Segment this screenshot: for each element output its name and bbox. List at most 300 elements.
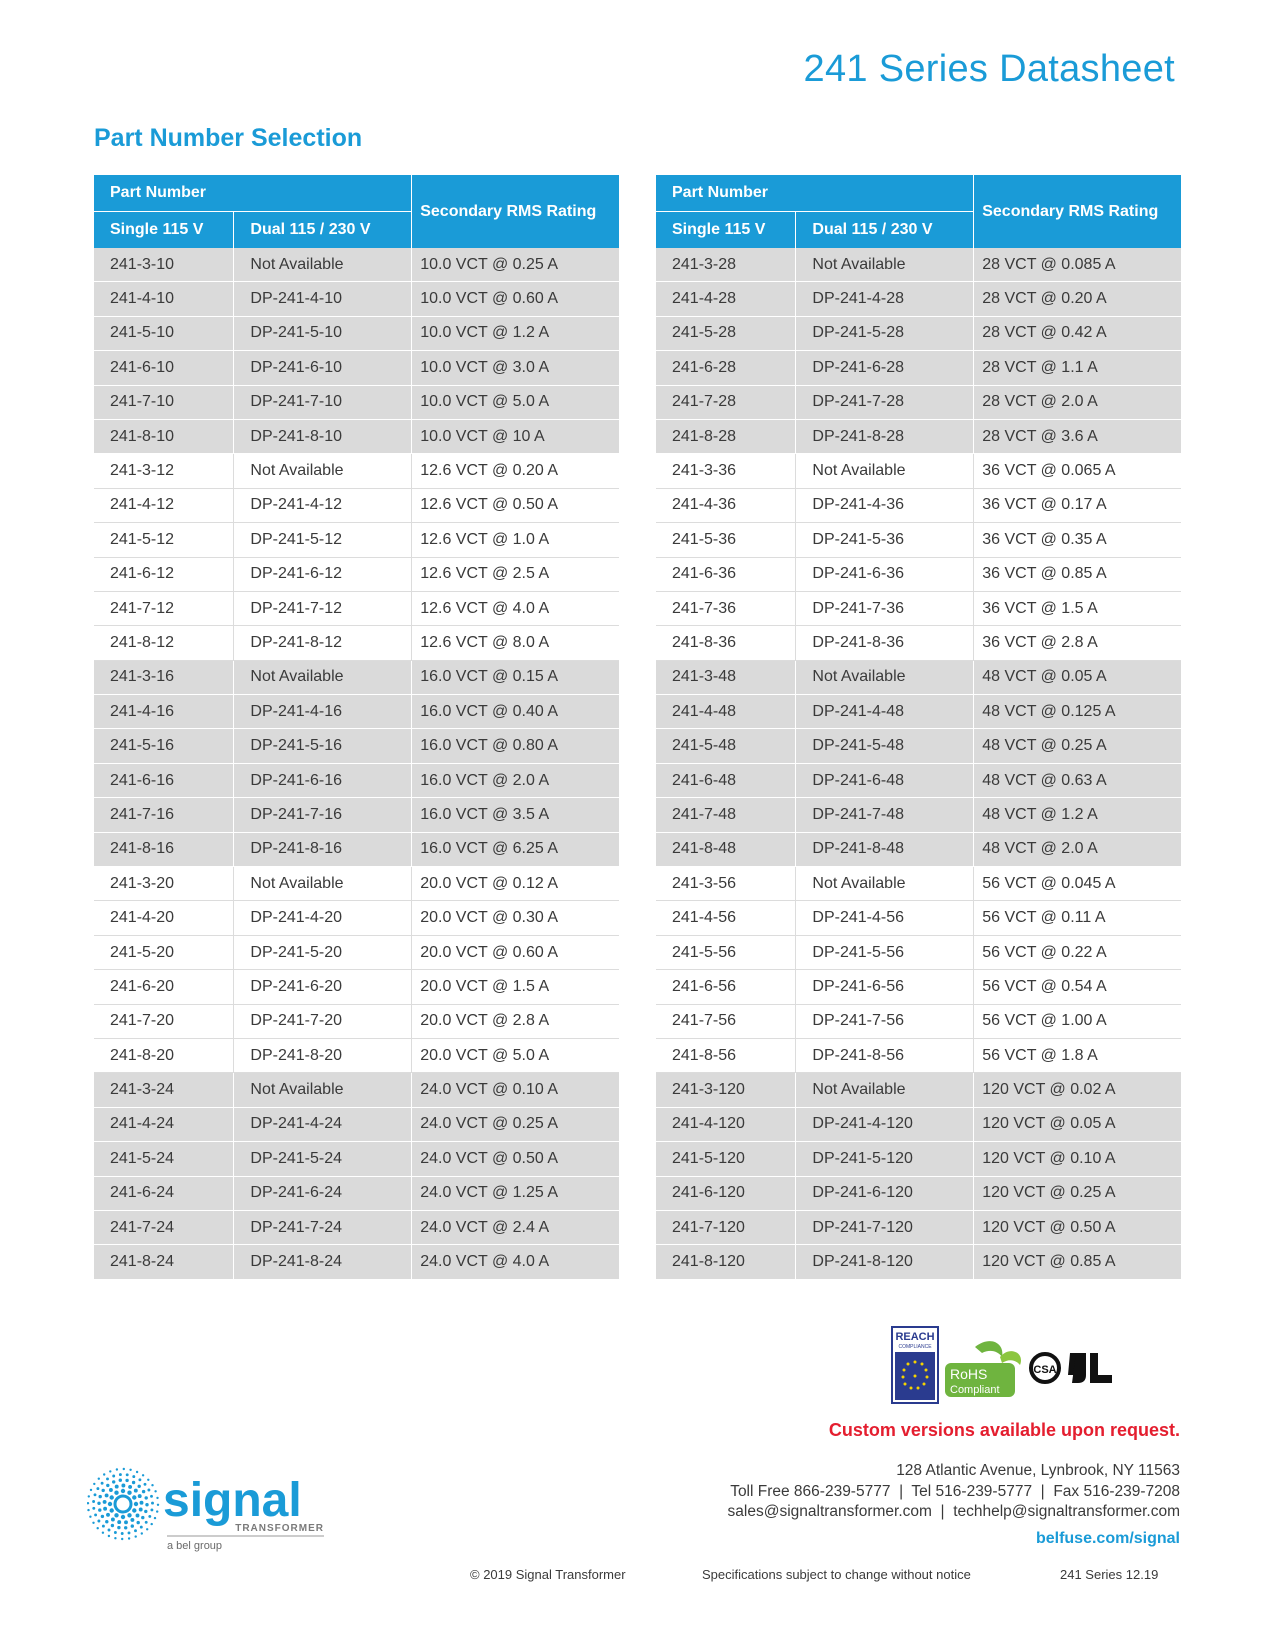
cell-dual: Not Available	[234, 248, 412, 282]
table-row	[94, 1107, 619, 1141]
logo-dot	[154, 1517, 156, 1519]
cell-dual: DP-241-6-120	[796, 1176, 974, 1210]
table-row	[656, 488, 1181, 522]
logo-burst-icon	[87, 1468, 159, 1540]
cell-rating: 56 VCT @ 1.8 A	[974, 1038, 1181, 1072]
cell-dual: DP-241-5-36	[796, 523, 974, 557]
logo-dot	[108, 1535, 110, 1537]
cell-rating: 10.0 VCT @ 10 A	[412, 419, 619, 453]
logo-dot	[89, 1516, 91, 1518]
cell-single: 241-6-48	[656, 763, 796, 797]
table-row	[656, 935, 1181, 969]
cell-rating: 28 VCT @ 3.6 A	[974, 419, 1181, 453]
cell-dual: Not Available	[234, 454, 412, 488]
table-row	[94, 316, 619, 350]
logo-dot	[112, 1480, 115, 1483]
table-row	[94, 557, 619, 591]
cell-rating: 56 VCT @ 0.11 A	[974, 901, 1181, 935]
logo-dot	[150, 1508, 153, 1511]
table-row	[94, 1245, 619, 1279]
table-row	[656, 419, 1181, 453]
cell-dual: DP-241-8-12	[234, 626, 412, 660]
logo-dot	[147, 1489, 150, 1492]
cell-dual: DP-241-6-20	[234, 970, 412, 1004]
header-single: Single 115 V	[94, 212, 234, 249]
cell-rating: 48 VCT @ 0.125 A	[974, 695, 1181, 729]
cell-dual: DP-241-5-16	[234, 729, 412, 763]
logo-dot	[141, 1532, 143, 1534]
cell-single: 241-4-24	[94, 1107, 234, 1141]
cell-single: 241-3-36	[656, 454, 796, 488]
logo-dot	[97, 1520, 100, 1523]
table-row	[94, 763, 619, 797]
logo-dot	[124, 1526, 127, 1529]
cell-dual: DP-241-8-36	[796, 626, 974, 660]
cell-dual: DP-241-4-48	[796, 695, 974, 729]
cell-single: 241-8-28	[656, 419, 796, 453]
logo-dot	[114, 1491, 118, 1495]
cell-dual: DP-241-8-28	[796, 419, 974, 453]
cell-single: 241-5-36	[656, 523, 796, 557]
header-rms-rating: Secondary RMS Rating	[412, 175, 619, 248]
table-row	[94, 660, 619, 694]
logo-dot	[93, 1483, 95, 1485]
part-table-right	[656, 175, 1181, 1280]
logo-dot	[145, 1496, 148, 1499]
cell-rating: 36 VCT @ 0.35 A	[974, 523, 1181, 557]
cell-single: 241-8-12	[94, 626, 234, 660]
website-link[interactable]: belfuse.com/signal	[1035, 1530, 1180, 1547]
table-row	[656, 867, 1181, 901]
cell-rating: 20.0 VCT @ 1.5 A	[412, 970, 619, 1004]
table-row	[656, 454, 1181, 488]
cell-single: 241-5-56	[656, 935, 796, 969]
cell-single: 241-6-16	[94, 763, 234, 797]
table-row	[656, 282, 1181, 316]
cell-single: 241-6-12	[94, 557, 234, 591]
logo-dot	[128, 1531, 131, 1534]
cell-single: 241-7-36	[656, 591, 796, 625]
logo-dot	[108, 1502, 112, 1506]
cell-single: 241-4-10	[94, 282, 234, 316]
logo-dot	[87, 1509, 89, 1511]
cell-single: 241-5-10	[94, 316, 234, 350]
cell-rating: 36 VCT @ 0.17 A	[974, 488, 1181, 522]
logo-dot	[106, 1484, 109, 1487]
cell-dual: DP-241-5-24	[234, 1142, 412, 1176]
cell-rating: 12.6 VCT @ 4.0 A	[412, 591, 619, 625]
cell-rating: 48 VCT @ 0.25 A	[974, 729, 1181, 763]
cell-rating: 56 VCT @ 1.00 A	[974, 1004, 1181, 1038]
cell-rating: 24.0 VCT @ 1.25 A	[412, 1176, 619, 1210]
logo-dot	[121, 1532, 124, 1535]
logo-dot	[145, 1521, 148, 1524]
logo-dot	[140, 1501, 144, 1505]
logo-dot	[138, 1485, 141, 1488]
cell-dual: DP-241-4-24	[234, 1107, 412, 1141]
header-dual: Dual 115 / 230 V	[234, 212, 412, 249]
table-row	[94, 523, 619, 557]
table-row	[94, 695, 619, 729]
cell-rating: 16.0 VCT @ 0.15 A	[412, 660, 619, 694]
logo-dot	[142, 1490, 145, 1493]
cell-rating: 20.0 VCT @ 5.0 A	[412, 1038, 619, 1072]
cell-dual: DP-241-8-48	[796, 832, 974, 866]
footer-revision: 241 Series 12.19	[1060, 1567, 1159, 1582]
logo-dot	[132, 1508, 136, 1512]
table-row	[656, 1107, 1181, 1141]
cell-single: 241-8-48	[656, 832, 796, 866]
table-row	[656, 763, 1181, 797]
cell-rating: 12.6 VCT @ 0.20 A	[412, 454, 619, 488]
logo-dot	[90, 1489, 92, 1491]
certification-logos	[890, 1325, 1180, 1405]
logo-dot	[127, 1491, 131, 1495]
email-addresses: sales@signaltransformer.com | techhelp@signaltransformer.com	[727, 1503, 1180, 1520]
logo-dot	[156, 1510, 158, 1512]
rohs-label: RoHS	[950, 1366, 988, 1382]
logo-dot	[121, 1484, 125, 1488]
logo-dot	[136, 1514, 140, 1518]
cell-single: 241-3-20	[94, 867, 234, 901]
cell-rating: 48 VCT @ 0.05 A	[974, 660, 1181, 694]
cell-single: 241-6-36	[656, 557, 796, 591]
logo-dot	[119, 1479, 122, 1482]
table-row	[94, 488, 619, 522]
cell-rating: 16.0 VCT @ 2.0 A	[412, 763, 619, 797]
cell-dual: DP-241-7-12	[234, 591, 412, 625]
table-row	[94, 248, 619, 282]
cell-dual: DP-241-7-56	[796, 1004, 974, 1038]
cell-dual: DP-241-7-24	[234, 1210, 412, 1244]
logo-dot	[156, 1497, 158, 1499]
cell-single: 241-5-20	[94, 935, 234, 969]
cell-dual: DP-241-4-20	[234, 901, 412, 935]
logo-dot	[130, 1518, 134, 1522]
cell-dual: DP-241-7-28	[796, 385, 974, 419]
logo-dot	[102, 1532, 104, 1534]
logo-dot	[96, 1487, 99, 1490]
cell-single: 241-7-12	[94, 591, 234, 625]
cell-single: 241-5-28	[656, 316, 796, 350]
cell-rating: 16.0 VCT @ 0.40 A	[412, 695, 619, 729]
cell-rating: 36 VCT @ 0.065 A	[974, 454, 1181, 488]
cell-dual: DP-241-4-12	[234, 488, 412, 522]
logo-dot	[146, 1528, 148, 1530]
logo-dot	[111, 1524, 114, 1527]
logo-dot	[117, 1520, 121, 1524]
cell-single: 241-3-10	[94, 248, 234, 282]
cell-single: 241-6-24	[94, 1176, 234, 1210]
cell-single: 241-6-120	[656, 1176, 796, 1210]
cell-single: 241-5-12	[94, 523, 234, 557]
cell-dual: DP-241-7-16	[234, 798, 412, 832]
cell-rating: 120 VCT @ 0.05 A	[974, 1107, 1181, 1141]
cell-single: 241-6-56	[656, 970, 796, 1004]
footer-copyright: © 2019 Signal Transformer	[470, 1567, 626, 1582]
table-row	[94, 1073, 619, 1107]
table-row	[656, 901, 1181, 935]
cell-rating: 10.0 VCT @ 0.60 A	[412, 282, 619, 316]
table-row	[94, 970, 619, 1004]
cell-rating: 10.0 VCT @ 0.25 A	[412, 248, 619, 282]
table-row	[94, 1176, 619, 1210]
cell-rating: 16.0 VCT @ 3.5 A	[412, 798, 619, 832]
logo-dot	[109, 1470, 111, 1472]
cell-single: 241-5-120	[656, 1142, 796, 1176]
logo-dot	[117, 1526, 120, 1529]
logo-dot	[94, 1493, 97, 1496]
cell-dual: DP-241-5-120	[796, 1142, 974, 1176]
cell-dual: DP-241-4-36	[796, 488, 974, 522]
cell-rating: 48 VCT @ 2.0 A	[974, 832, 1181, 866]
logo-sub: TRANSFORMER	[235, 1523, 324, 1534]
table-row	[656, 970, 1181, 1004]
logo-dot	[115, 1485, 119, 1489]
cell-rating: 12.6 VCT @ 1.0 A	[412, 523, 619, 557]
cell-rating: 36 VCT @ 1.5 A	[974, 591, 1181, 625]
logo-dot	[121, 1489, 125, 1493]
cell-dual: DP-241-8-24	[234, 1245, 412, 1279]
cell-rating: 20.0 VCT @ 0.60 A	[412, 935, 619, 969]
cell-dual: DP-241-6-24	[234, 1176, 412, 1210]
footer-disclaimer: Specifications subject to change without notice	[702, 1567, 971, 1582]
cell-dual: Not Available	[796, 660, 974, 694]
cell-single: 241-5-48	[656, 729, 796, 763]
cell-single: 241-3-48	[656, 660, 796, 694]
cell-single: 241-5-24	[94, 1142, 234, 1176]
table-row	[656, 1176, 1181, 1210]
cell-dual: DP-241-7-48	[796, 798, 974, 832]
logo-dot	[108, 1529, 111, 1532]
table-row	[94, 901, 619, 935]
header-part-number: Part Number	[94, 175, 412, 212]
cell-dual: DP-241-5-28	[796, 316, 974, 350]
cell-single: 241-7-24	[94, 1210, 234, 1244]
cell-single: 241-5-16	[94, 729, 234, 763]
table-row	[94, 351, 619, 385]
cell-rating: 20.0 VCT @ 0.30 A	[412, 901, 619, 935]
logo-dot	[94, 1513, 97, 1516]
csa-label: CSA	[1033, 1364, 1057, 1376]
cell-single: 241-8-120	[656, 1245, 796, 1279]
table-row	[94, 1004, 619, 1038]
logo-dot	[131, 1524, 134, 1527]
logo-dot	[102, 1525, 105, 1528]
logo-dot	[128, 1537, 130, 1539]
logo-dot	[114, 1513, 118, 1517]
cell-dual: DP-241-7-36	[796, 591, 974, 625]
cell-single: 241-4-48	[656, 695, 796, 729]
table-row	[656, 729, 1181, 763]
logo-dot	[148, 1515, 151, 1518]
table-row	[94, 832, 619, 866]
logo-dot	[121, 1515, 125, 1519]
cell-rating: 48 VCT @ 0.63 A	[974, 763, 1181, 797]
cell-dual: DP-241-5-10	[234, 316, 412, 350]
table-row	[656, 351, 1181, 385]
logo-dot	[150, 1495, 153, 1498]
table-row	[94, 1142, 619, 1176]
cell-dual: Not Available	[234, 1073, 412, 1107]
cell-dual: DP-241-4-16	[234, 695, 412, 729]
cell-single: 241-7-48	[656, 798, 796, 832]
table-row	[94, 798, 619, 832]
logo-dot	[98, 1478, 100, 1480]
cell-rating: 120 VCT @ 0.50 A	[974, 1210, 1181, 1244]
table-row	[94, 729, 619, 763]
cell-dual: DP-241-6-12	[234, 557, 412, 591]
cell-single: 241-8-10	[94, 419, 234, 453]
document-title: 241 Series Datasheet	[803, 48, 1175, 90]
cell-single: 241-3-24	[94, 1073, 234, 1107]
logo-dot	[141, 1516, 144, 1519]
logo-dot	[134, 1489, 138, 1493]
cell-dual: DP-241-6-36	[796, 557, 974, 591]
logo-dot	[138, 1478, 141, 1481]
logo-dot	[109, 1488, 113, 1492]
table-row	[656, 557, 1181, 591]
cell-rating: 10.0 VCT @ 5.0 A	[412, 385, 619, 419]
rohs-sub: Compliant	[950, 1384, 1000, 1396]
logo-dot	[137, 1521, 140, 1524]
cell-single: 241-4-16	[94, 695, 234, 729]
cell-rating: 20.0 VCT @ 0.12 A	[412, 867, 619, 901]
logo-dot	[138, 1494, 142, 1498]
cell-single: 241-3-120	[656, 1073, 796, 1107]
logo-dot	[151, 1523, 153, 1525]
cell-dual: DP-241-5-12	[234, 523, 412, 557]
logo-dot	[92, 1500, 95, 1503]
cell-single: 241-4-36	[656, 488, 796, 522]
cell-dual: Not Available	[796, 1073, 974, 1107]
cell-rating: 56 VCT @ 0.22 A	[974, 935, 1181, 969]
logo-brand: signal	[163, 1474, 302, 1527]
logo-dot	[111, 1518, 115, 1522]
cell-single: 241-7-120	[656, 1210, 796, 1244]
table-row	[94, 626, 619, 660]
cell-dual: DP-241-8-56	[796, 1038, 974, 1072]
header-single: Single 115 V	[656, 212, 796, 249]
signal-logo	[87, 1466, 337, 1556]
table-row	[94, 419, 619, 453]
logo-dot	[97, 1502, 100, 1505]
cell-rating: 16.0 VCT @ 6.25 A	[412, 832, 619, 866]
logo-dot	[97, 1527, 99, 1529]
cell-rating: 120 VCT @ 0.02 A	[974, 1073, 1181, 1107]
header-rms-rating: Secondary RMS Rating	[974, 175, 1181, 248]
cell-single: 241-6-20	[94, 970, 234, 1004]
cell-rating: 28 VCT @ 0.20 A	[974, 282, 1181, 316]
cell-single: 241-4-56	[656, 901, 796, 935]
logo-dot	[105, 1520, 108, 1523]
logo-dot	[103, 1507, 107, 1511]
logo-dot	[124, 1520, 128, 1524]
logo-dot	[144, 1510, 147, 1513]
logo-dot	[151, 1484, 153, 1486]
logo-dot	[128, 1485, 132, 1489]
table-row	[656, 832, 1181, 866]
cell-rating: 24.0 VCT @ 4.0 A	[412, 1245, 619, 1279]
cell-rating: 28 VCT @ 2.0 A	[974, 385, 1181, 419]
cell-single: 241-6-28	[656, 351, 796, 385]
header-dual: Dual 115 / 230 V	[796, 212, 974, 249]
logo-dot	[102, 1489, 105, 1492]
cell-rating: 16.0 VCT @ 0.80 A	[412, 729, 619, 763]
cell-single: 241-6-10	[94, 351, 234, 385]
cell-dual: DP-241-6-48	[796, 763, 974, 797]
logo-dot	[121, 1538, 123, 1540]
cell-single: 241-8-56	[656, 1038, 796, 1072]
cell-dual: DP-241-7-10	[234, 385, 412, 419]
cell-single: 241-4-28	[656, 282, 796, 316]
cell-single: 241-4-12	[94, 488, 234, 522]
logo-dot	[87, 1502, 89, 1504]
cell-dual: DP-241-4-10	[234, 282, 412, 316]
cell-dual: DP-241-7-120	[796, 1210, 974, 1244]
logo-dot	[144, 1483, 147, 1486]
cell-dual: Not Available	[234, 660, 412, 694]
logo-dot	[134, 1529, 137, 1532]
cell-dual: DP-241-6-10	[234, 351, 412, 385]
logo-dot	[139, 1508, 143, 1512]
header-part-number: Part Number	[656, 175, 974, 212]
phone-numbers: Toll Free 866-239-5777 | Tel 516-239-5777 | Fax 516-239-7208	[730, 1482, 1180, 1500]
table-row	[656, 1038, 1181, 1072]
logo-dot	[92, 1522, 94, 1524]
logo-dot	[110, 1495, 114, 1499]
cell-rating: 12.6 VCT @ 2.5 A	[412, 557, 619, 591]
cell-rating: 48 VCT @ 1.2 A	[974, 798, 1181, 832]
table-row	[656, 591, 1181, 625]
rohs-logo	[945, 1341, 1021, 1397]
cell-dual: DP-241-4-56	[796, 901, 974, 935]
logo-dot	[101, 1515, 104, 1518]
cell-dual: DP-241-7-20	[234, 1004, 412, 1038]
table-row	[656, 316, 1181, 350]
logo-dot	[129, 1469, 131, 1471]
logo-dot	[103, 1473, 105, 1475]
custom-versions-note: Custom versions available upon request.	[828, 1420, 1180, 1440]
logo-dot	[106, 1477, 109, 1480]
reach-logo	[892, 1327, 938, 1403]
contact-block	[728, 1461, 1180, 1523]
cell-dual: DP-241-8-16	[234, 832, 412, 866]
table-row	[656, 626, 1181, 660]
table-row	[656, 385, 1181, 419]
cell-rating: 120 VCT @ 0.25 A	[974, 1176, 1181, 1210]
cell-dual: DP-241-8-120	[796, 1245, 974, 1279]
table-row	[656, 798, 1181, 832]
cell-single: 241-8-36	[656, 626, 796, 660]
logo-dot	[123, 1468, 125, 1470]
logo-dot	[112, 1475, 115, 1478]
logo-tagline: a bel group	[167, 1540, 223, 1552]
logo-dot	[142, 1474, 144, 1476]
logo-dot	[106, 1513, 110, 1517]
logo-dot	[147, 1479, 149, 1481]
logo-dot	[105, 1493, 109, 1497]
logo-dot	[101, 1482, 104, 1485]
cell-rating: 24.0 VCT @ 2.4 A	[412, 1210, 619, 1244]
logo-dot	[134, 1502, 138, 1506]
cell-rating: 120 VCT @ 0.10 A	[974, 1142, 1181, 1176]
cell-rating: 10.0 VCT @ 3.0 A	[412, 351, 619, 385]
reach-label: REACH	[895, 1331, 935, 1343]
cell-single: 241-8-20	[94, 1038, 234, 1072]
cell-dual: DP-241-5-48	[796, 729, 974, 763]
logo-dot	[126, 1473, 129, 1476]
